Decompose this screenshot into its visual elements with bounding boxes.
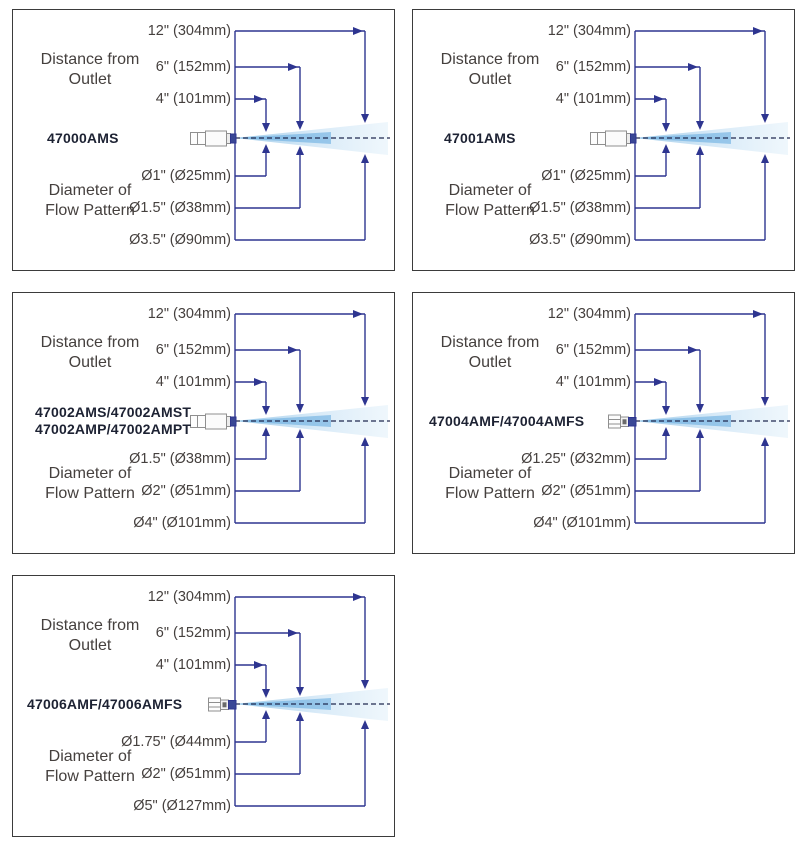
right-arrowhead-icon	[688, 346, 698, 354]
diameter-value-label: Ø3.5" (Ø90mm)	[129, 232, 231, 248]
right-arrowhead-icon	[288, 63, 298, 71]
flow-pattern-panel-47004AMF	[412, 292, 795, 554]
nozzle-tip	[629, 418, 637, 427]
up-arrowhead-icon	[262, 427, 270, 436]
distance-label-line1: Distance from	[40, 617, 140, 634]
up-arrowhead-icon	[761, 154, 769, 163]
distance-label-line1: Distance from	[440, 334, 540, 351]
model-number-line: 47002AMS/47002AMST	[35, 404, 192, 420]
flow-pattern-panel-47006AMF	[12, 575, 395, 837]
right-arrowhead-icon	[254, 661, 264, 669]
diameter-value-label: Ø2" (Ø51mm)	[541, 483, 631, 499]
nozzle-tip	[229, 701, 237, 710]
long-quick-connect-nozzle	[191, 131, 237, 146]
down-arrowhead-icon	[361, 680, 369, 689]
model-number-line: 47000AMS	[47, 130, 119, 146]
right-arrowhead-icon	[753, 27, 763, 35]
model-number	[47, 130, 119, 147]
up-arrowhead-icon	[361, 437, 369, 446]
distance-value-label: 6" (152mm)	[155, 625, 231, 641]
distance-value-label: 4" (101mm)	[155, 91, 231, 107]
diameter-value-label: Ø4" (Ø101mm)	[533, 515, 631, 531]
right-arrowhead-icon	[288, 346, 298, 354]
right-arrowhead-icon	[654, 95, 664, 103]
down-arrowhead-icon	[361, 397, 369, 406]
distance-label-line1: Distance from	[40, 51, 140, 68]
down-arrowhead-icon	[662, 406, 670, 415]
distance-value-label: 12" (304mm)	[547, 306, 631, 322]
right-arrowhead-icon	[688, 63, 698, 71]
up-arrowhead-icon	[262, 710, 270, 719]
right-arrowhead-icon	[353, 27, 363, 35]
distance-label-line2: Outlet	[68, 637, 112, 654]
nozzle-neck	[227, 134, 231, 144]
model-number-line: 47002AMP/47002AMPT	[35, 421, 192, 437]
long-quick-connect-nozzle	[191, 414, 237, 429]
down-arrowhead-icon	[696, 121, 704, 130]
right-arrowhead-icon	[654, 378, 664, 386]
distance-value-label: 6" (152mm)	[155, 342, 231, 358]
diameter-label-line2: Flow Pattern	[445, 485, 535, 502]
diameter-value-label: Ø1.25" (Ø32mm)	[521, 451, 631, 467]
up-arrowhead-icon	[361, 154, 369, 163]
diameter-label-line1: Diameter of	[48, 465, 132, 482]
flow-pattern-panel-47002AMS	[12, 292, 395, 554]
diameter-value-label: Ø4" (Ø101mm)	[133, 515, 231, 531]
down-arrowhead-icon	[761, 114, 769, 123]
nozzle-body	[206, 414, 227, 429]
diameter-label-line1: Diameter of	[448, 182, 532, 199]
diameter-value-label: Ø3.5" (Ø90mm)	[529, 232, 631, 248]
model-number	[429, 413, 584, 430]
distance-value-label: 12" (304mm)	[147, 589, 231, 605]
nozzle-body	[206, 131, 227, 146]
up-arrowhead-icon	[662, 144, 670, 153]
right-arrowhead-icon	[353, 593, 363, 601]
nozzle-orifice	[623, 419, 627, 424]
model-number-line: 47006AMF/47006AMFS	[27, 696, 183, 712]
distance-value-label: 4" (101mm)	[555, 91, 631, 107]
diameter-label-line1: Diameter of	[448, 465, 532, 482]
right-arrowhead-icon	[288, 629, 298, 637]
distance-label-line2: Outlet	[68, 354, 112, 371]
up-arrowhead-icon	[696, 146, 704, 155]
up-arrowhead-icon	[361, 720, 369, 729]
diameter-value-label: Ø2" (Ø51mm)	[141, 483, 231, 499]
diameter-label-line2: Flow Pattern	[45, 485, 135, 502]
diameter-value-label: Ø1.75" (Ø44mm)	[121, 734, 231, 750]
down-arrowhead-icon	[662, 123, 670, 132]
distance-label-line1: Distance from	[40, 334, 140, 351]
model-number-line: 47004AMF/47004AMFS	[429, 413, 585, 429]
nozzle-tip	[231, 417, 237, 426]
down-arrowhead-icon	[262, 406, 270, 415]
model-number	[35, 404, 191, 438]
distance-value-label: 12" (304mm)	[547, 23, 631, 39]
up-arrowhead-icon	[761, 437, 769, 446]
diameter-value-label: Ø1" (Ø25mm)	[541, 168, 631, 184]
diameter-label-line2: Flow Pattern	[45, 202, 135, 219]
distance-label-line2: Outlet	[468, 71, 512, 88]
up-arrowhead-icon	[262, 144, 270, 153]
flow-pattern-panel-47001AMS	[412, 9, 795, 271]
down-arrowhead-icon	[761, 397, 769, 406]
distance-value-label: 12" (304mm)	[147, 306, 231, 322]
diameter-label-line2: Flow Pattern	[445, 202, 535, 219]
diameter-value-label: Ø1.5" (Ø38mm)	[129, 451, 231, 467]
model-number	[444, 130, 516, 147]
short-fitting-nozzle	[209, 698, 237, 711]
nozzle-body	[209, 698, 221, 711]
distance-value-label: 6" (152mm)	[555, 59, 631, 75]
up-arrowhead-icon	[296, 712, 304, 721]
distance-value-label: 4" (101mm)	[155, 374, 231, 390]
diameter-label-line1: Diameter of	[48, 182, 132, 199]
up-arrowhead-icon	[696, 429, 704, 438]
down-arrowhead-icon	[296, 687, 304, 696]
down-arrowhead-icon	[262, 123, 270, 132]
diameter-label-line1: Diameter of	[48, 748, 132, 765]
flow-pattern-panel-47000AMS	[12, 9, 395, 271]
diameter-value-label: Ø1.5" (Ø38mm)	[529, 200, 631, 216]
nozzle-body	[609, 415, 621, 428]
up-arrowhead-icon	[296, 146, 304, 155]
nozzle-neck	[227, 417, 231, 427]
distance-value-label: 12" (304mm)	[147, 23, 231, 39]
down-arrowhead-icon	[296, 121, 304, 130]
diameter-value-label: Ø1" (Ø25mm)	[141, 168, 231, 184]
down-arrowhead-icon	[296, 404, 304, 413]
down-arrowhead-icon	[361, 114, 369, 123]
right-arrowhead-icon	[254, 378, 264, 386]
diameter-label-line2: Flow Pattern	[45, 768, 135, 785]
distance-label-line2: Outlet	[68, 71, 112, 88]
diameter-value-label: Ø5" (Ø127mm)	[133, 798, 231, 814]
distance-value-label: 4" (101mm)	[155, 657, 231, 673]
up-arrowhead-icon	[662, 427, 670, 436]
right-arrowhead-icon	[254, 95, 264, 103]
distance-label-line1: Distance from	[440, 51, 540, 68]
nozzle-orifice	[223, 702, 227, 707]
up-arrowhead-icon	[296, 429, 304, 438]
short-fitting-nozzle	[609, 415, 637, 428]
nozzle-body	[606, 131, 627, 146]
long-quick-connect-nozzle	[591, 131, 637, 146]
distance-value-label: 6" (152mm)	[155, 59, 231, 75]
diameter-value-label: Ø2" (Ø51mm)	[141, 766, 231, 782]
down-arrowhead-icon	[696, 404, 704, 413]
right-arrowhead-icon	[353, 310, 363, 318]
distance-label-line2: Outlet	[468, 354, 512, 371]
distance-value-label: 6" (152mm)	[555, 342, 631, 358]
distance-value-label: 4" (101mm)	[555, 374, 631, 390]
diameter-value-label: Ø1.5" (Ø38mm)	[129, 200, 231, 216]
nozzle-neck	[627, 134, 631, 144]
down-arrowhead-icon	[262, 689, 270, 698]
model-number	[27, 696, 182, 713]
model-number-line: 47001AMS	[444, 130, 516, 146]
nozzle-tip	[631, 134, 637, 143]
nozzle-tip	[231, 134, 237, 143]
right-arrowhead-icon	[753, 310, 763, 318]
